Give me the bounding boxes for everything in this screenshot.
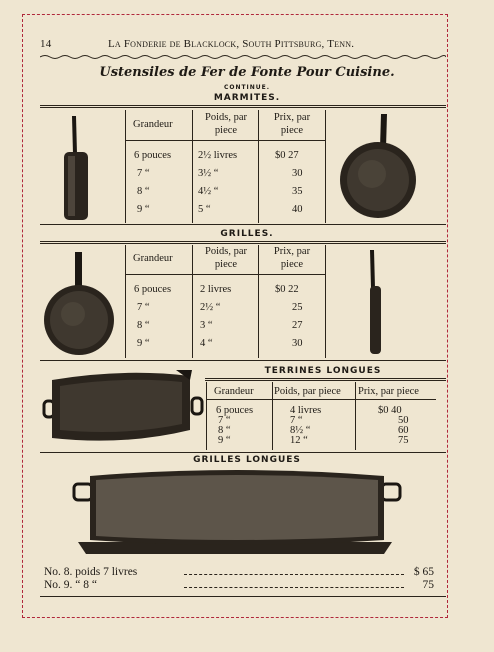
table-cell: 2 livres — [200, 284, 232, 295]
skillet-top-illustration — [336, 112, 418, 220]
table-divider — [192, 245, 193, 358]
column-header: Prix, par piece — [273, 112, 311, 136]
table-cell: 3 “ — [200, 320, 213, 331]
table-divider — [272, 382, 273, 450]
column-header: Grandeur — [214, 386, 254, 397]
roasting-pan-illustration — [42, 366, 206, 452]
section-rule — [40, 224, 446, 225]
table-cell: 75 — [398, 435, 409, 446]
table-cell: 7 “ — [218, 415, 231, 426]
section-rule — [40, 360, 446, 361]
leader-dots — [184, 587, 404, 588]
column-header: Grandeur — [133, 119, 173, 130]
page-number: 14 — [40, 38, 52, 50]
skillet-side-illustration — [58, 114, 92, 222]
column-header: Prix, par piece — [358, 386, 419, 397]
table-divider — [192, 110, 193, 223]
leader-dots — [184, 574, 404, 575]
table-cell: 2½ “ — [200, 302, 221, 313]
table-divider — [125, 245, 126, 358]
table-cell: 50 — [398, 415, 409, 426]
wavy-rule — [40, 54, 446, 60]
table-cell: 9 “ — [218, 435, 231, 446]
griddle-side-illustration — [364, 248, 386, 356]
table-cell: 4 livres — [290, 405, 322, 416]
running-title: La Fonderie de Blacklock, South Pittsburg, Tenn. — [108, 38, 355, 50]
table-cell: $0 22 — [275, 284, 299, 295]
table-cell: 7 “ — [290, 415, 303, 426]
griddle-top-illustration — [42, 250, 118, 358]
table-divider — [325, 245, 326, 358]
table-cell: 7 “ — [137, 168, 150, 179]
footer-price: 75 — [422, 579, 434, 591]
table-cell: 12 “ — [290, 435, 308, 446]
table-cell: 4½ “ — [198, 186, 219, 197]
table-cell: 60 — [398, 425, 409, 436]
footer-label: No. 8. poids 7 livres — [44, 566, 138, 578]
table-divider — [355, 382, 356, 450]
column-header: Poids, par piece — [205, 246, 247, 270]
table-cell: $0 27 — [275, 150, 299, 161]
section-rule — [40, 452, 446, 453]
column-header: Grandeur — [133, 253, 173, 264]
column-header: Poids, par piece — [274, 386, 341, 397]
table-cell: 6 pouces — [134, 150, 172, 161]
table-cell: 30 — [292, 338, 303, 349]
continued-label: CONTINUE. — [223, 84, 271, 91]
header-rule — [125, 274, 325, 275]
table-cell: 9 “ — [137, 338, 150, 349]
long-griddle-illustration — [72, 466, 402, 558]
section-title-grilles: GRILLES. — [220, 229, 274, 239]
section-rule — [40, 241, 446, 244]
footer-line — [44, 579, 434, 591]
table-cell: 30 — [292, 168, 303, 179]
table-cell: 6 pouces — [216, 405, 254, 416]
section-title-terrines: TERRINES LONGUES — [264, 366, 382, 376]
table-divider — [325, 110, 326, 223]
table-cell: 9 “ — [137, 204, 150, 215]
footer-label: No. 9. “ 8 “ — [44, 579, 98, 591]
section-title-marmites: MARMITES. — [213, 93, 281, 103]
page-title: Ustensiles de Fer de Fonte Pour Cuisine. — [99, 65, 395, 80]
header-rule — [206, 399, 436, 400]
table-divider — [125, 110, 126, 223]
footer-rule — [40, 596, 446, 597]
table-cell: 35 — [292, 186, 303, 197]
table-divider — [206, 382, 207, 450]
column-header: Prix, par piece — [273, 246, 311, 270]
table-cell: 2½ livres — [198, 150, 238, 161]
table-cell: 40 — [292, 204, 303, 215]
header-rule — [125, 140, 325, 141]
table-cell: 5 “ — [198, 204, 211, 215]
footer-price: $ 65 — [413, 566, 434, 578]
table-cell: 6 pouces — [134, 284, 172, 295]
table-cell: 8 “ — [137, 186, 150, 197]
table-cell: 7 “ — [137, 302, 150, 313]
section-rule — [205, 378, 446, 381]
section-rule — [40, 105, 446, 108]
table-cell: 27 — [292, 320, 303, 331]
table-divider — [258, 245, 259, 358]
table-cell: 8 “ — [137, 320, 150, 331]
footer-line — [44, 566, 434, 578]
table-cell: $0 40 — [378, 405, 402, 416]
table-cell: 25 — [292, 302, 303, 313]
section-title-grilles-longues: GRILLES LONGUES — [193, 455, 301, 465]
table-cell: 3½ “ — [198, 168, 219, 179]
table-cell: 8½ “ — [290, 425, 311, 436]
column-header: Poids, par piece — [205, 112, 247, 136]
table-cell: 8 “ — [218, 425, 231, 436]
table-divider — [258, 110, 259, 223]
table-cell: 4 “ — [200, 338, 213, 349]
